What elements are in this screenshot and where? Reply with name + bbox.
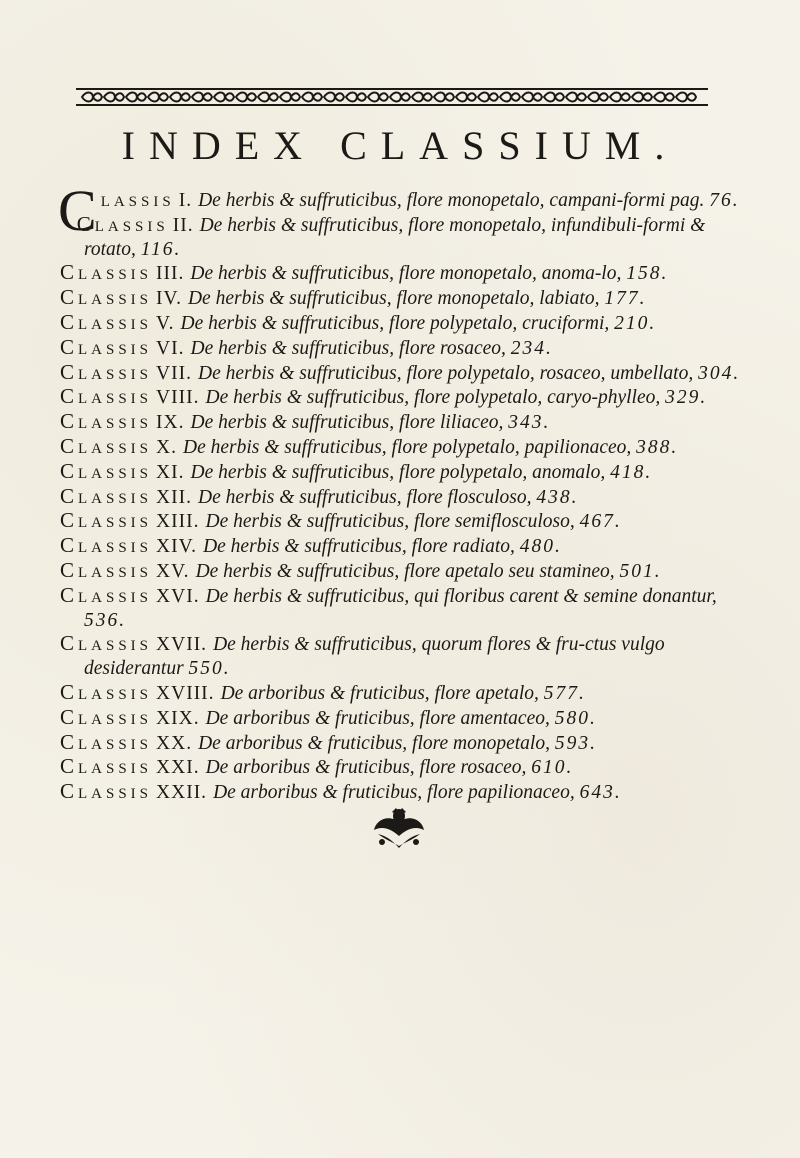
class-description: De herbis & suffruticibus, flore polypetalo, anomalo, [190,461,606,483]
class-number: XXI. [156,757,200,779]
class-description: De herbis & suffruticibus, quorum flores & fru-ctus vulgo desiderantur [84,634,665,680]
class-entry [60,410,760,435]
page-reference: 304. [698,362,741,384]
page-reference: 343. [508,412,551,434]
page-reference: 577. [543,682,586,704]
page-reference: 388. [636,436,679,458]
class-number: XII. [156,486,192,508]
class-label: Classis [60,384,153,409]
class-entry [60,485,760,510]
class-number: III. [156,263,185,285]
ornament-band-icon [76,86,708,108]
class-description: De herbis & suffruticibus, flore polypetalo, papilionaceo, [183,436,632,458]
class-entry [60,286,760,311]
class-description: De arboribus & fruticibus, flore papilionaceo, [213,782,575,804]
class-entry [60,460,760,485]
class-description: De herbis & suffruticibus, flore rosaceo, [190,337,506,359]
drop-cap: C [58,178,97,243]
class-label: Classis [60,533,153,558]
class-number: II. [172,214,194,236]
class-description: De herbis & suffruticibus, flore apetalo seu stamineo, [195,560,615,582]
class-entry [60,336,760,361]
class-label: Classis [60,754,153,779]
class-label: Classis [60,285,153,310]
class-label: Classis [60,359,153,384]
class-description: De herbis & suffruticibus, flore polypetalo, caryo-phylleo, [205,387,661,409]
class-description: De herbis & suffruticibus, flore monopetalo, infundibuli-formi & rotato, [84,214,706,260]
page-reference: 501. [619,560,662,582]
page-reference: 610. [531,757,574,779]
class-label: Classis [60,409,153,434]
class-number: XXII. [156,782,208,804]
class-label: Classis [60,779,153,804]
page-reference: 76. [709,190,740,211]
class-description: De herbis & suffruticibus, flore polypetalo, rosaceo, umbellato, [197,362,694,384]
class-description: De herbis & suffruticibus, flore monopetalo, labiato, [187,288,600,310]
class-number: VIII. [156,387,200,409]
page-reference: 438. [536,486,579,508]
page-reference: 210. [614,312,657,334]
page-reference: 177. [604,288,647,310]
class-label: Classis [60,729,153,754]
class-description: De herbis & suffruticibus, flore liliaceo, [190,412,504,434]
class-label: Classis [60,508,153,533]
class-description: De arboribus & fruticibus, flore rosaceo, [205,757,527,779]
page-reference: 158. [626,263,669,285]
class-number: XVII. [156,634,208,656]
class-label: lassis [100,187,175,211]
class-entry [60,706,760,731]
class-number: XI. [156,461,185,483]
class-number: XVIII. [156,682,215,704]
page-reference: 580. [554,707,597,729]
class-label: Classis [60,309,153,334]
class-number: XX. [156,732,193,754]
class-entry [60,311,760,336]
page-reference: 418. [610,461,653,483]
class-entry [60,361,760,386]
page-reference: 467. [579,511,622,533]
class-label: Classis [60,334,153,359]
class-label: Classis [60,433,153,458]
class-entry [60,509,760,534]
class-label: Classis [60,557,153,582]
class-label: Classis [60,631,153,656]
class-label: Classis [76,211,169,236]
class-entry [60,584,760,633]
class-entry [60,213,760,262]
class-number: XV. [156,560,190,582]
class-entry [60,559,760,584]
class-number: XVI. [156,585,200,607]
class-description: De herbis & suffruticibus, flore flosculoso, [197,486,532,508]
class-label: Classis [60,704,153,729]
class-description: De herbis & suffruticibus, flore monopetalo, anoma-lo, [190,263,622,285]
class-description: De herbis & suffruticibus, flore monopetalo, campani-formi pag. [198,190,705,211]
class-number: XIX. [156,707,200,729]
class-label: Classis [60,458,153,483]
class-index-list [58,178,760,805]
page-reference: 593. [554,732,597,754]
page-reference: 480. [519,536,562,558]
class-description: De herbis & suffruticibus, flore semiflosculoso, [205,511,575,533]
class-number: X. [156,436,177,458]
class-description: De herbis & suffruticibus, qui floribus carent & semine donantur, [205,585,717,607]
class-description: De herbis & suffruticibus, flore radiato, [203,536,515,558]
class-description: De arboribus & fruticibus, flore monopetalo, [198,732,550,754]
class-number: V. [156,312,175,334]
page-reference: 116. [140,238,182,260]
class-entry [60,780,760,805]
class-entry [60,755,760,780]
class-number: VII. [156,362,192,384]
page-reference: 234. [510,337,553,359]
class-entry [60,534,760,559]
class-entry [60,731,760,756]
class-entry [60,681,760,706]
class-entry [60,435,760,460]
page-reference: 550. [188,658,231,680]
class-description: De arboribus & fruticibus, flore apetalo, [220,682,539,704]
class-entry [60,261,760,286]
class-label: Classis [60,483,153,508]
page-reference: 643. [579,782,622,804]
class-number: I. [178,190,193,211]
class-label: Classis [60,679,153,704]
page-title: INDEX CLASSIUM. [121,123,679,168]
class-entry [60,632,760,681]
class-label: Classis [60,582,153,607]
page-reference: 536. [84,609,127,631]
class-number: IX. [156,412,185,434]
page-reference: 329. [665,387,708,409]
class-description: De arboribus & fruticibus, flore amentaceo, [205,707,550,729]
class-number: XIV. [156,536,198,558]
class-label: Classis [60,260,153,285]
class-number: VI. [156,337,185,359]
class-description: De herbis & suffruticibus, flore polypetalo, cruciformi, [180,312,610,334]
fleuron-icon [368,806,430,850]
class-number: XIII. [156,511,200,533]
class-entry [60,385,760,410]
class-number: IV. [156,288,182,310]
